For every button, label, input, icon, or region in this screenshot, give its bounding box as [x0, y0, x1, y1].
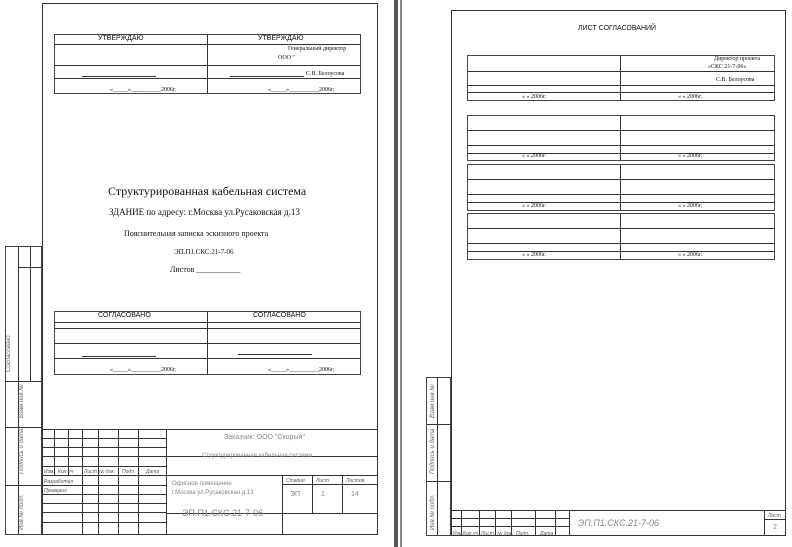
stamp-address-line-2: г.Москва ул.Русаковская д.13: [172, 490, 254, 496]
block3-date-2: « » 2006г.: [678, 203, 703, 209]
approval-date-1: «_____»__________2006г.: [110, 87, 177, 93]
right-stamp-col-date: Дата: [540, 531, 554, 537]
stamp-col-sign: Подп.: [122, 469, 136, 475]
approval-organization: ООО ": [278, 55, 295, 61]
agreed-signature-line-1: [82, 356, 156, 357]
stamp-doc-code: ЭП.П1.СКС.21-7-06: [182, 508, 264, 518]
stamp-sheets-header: Листов: [346, 478, 365, 484]
stamp-role-checker: Проверил: [44, 488, 67, 494]
stamp-col-count: Кол.уч: [58, 469, 73, 475]
left-document-sheet: [0, 0, 394, 547]
block2-date-2: « » 2006г.: [678, 153, 703, 159]
agreed-signature-line-2: [238, 354, 312, 355]
stamp-col-sheet: Лист: [84, 469, 97, 475]
block4-date-2: « » 2006г.: [678, 252, 703, 258]
approvals-block-2: [467, 115, 775, 161]
approval-position: Генеральный директор: [288, 46, 347, 52]
side-label-agreed: Согласовано: [6, 335, 12, 372]
agreed-col1-title: СОГЛАСОВАНО: [98, 312, 151, 319]
director-name: С.В. Белоусова: [716, 77, 755, 83]
director-position: Директор проекта: [714, 56, 760, 62]
stamp-title: Структурированная кабельная система: [202, 453, 313, 459]
stamp-col-change: Изм.: [44, 469, 55, 475]
approvals-block-3: [467, 164, 775, 211]
stamp-sheet-header: Лист: [316, 478, 329, 484]
block3-date-1: « » 2006г.: [522, 203, 547, 209]
stamp-col-docnum: № док.: [99, 469, 116, 475]
stamp-stage: ЭП: [290, 491, 301, 498]
side-label-original-inv: Инв.№ подл.: [19, 494, 25, 530]
side-label-replace-inv: Взам.инв.№: [19, 384, 25, 418]
right-stamp-col-sign: Подп.: [516, 531, 530, 537]
block4-date-1: « » 2006г.: [522, 252, 547, 258]
approval-col2-title: УТВЕРЖДАЮ: [258, 35, 304, 42]
right-side-label-original-inv: Инв.№ подл.: [430, 494, 436, 530]
approval-col1-title: УТВЕРЖДАЮ: [98, 35, 144, 42]
right-stamp-col-count: Кол.уч: [463, 531, 478, 537]
block1-date-2: « » 2006г.: [678, 94, 703, 100]
document-code: ЭП.П1.СКС.21-7-06: [174, 248, 234, 256]
approval-signature-line-2: [230, 76, 304, 77]
stamp-address-line-1: Офисное помещение: [172, 481, 232, 487]
sheets-count-label: Листов ___________: [170, 265, 241, 274]
note-title: Пояснительная записка эскизного проекта: [124, 229, 269, 238]
agreed-date-2: «_____»__________2006г.: [268, 367, 335, 373]
approval-date-2: «_____»__________2006г.: [268, 87, 335, 93]
approval-table: [54, 34, 361, 94]
stamp-customer: Заказчик: ООО "Скорый": [224, 434, 305, 441]
right-stamp-col-sheet: Лист: [481, 531, 494, 537]
agreed-col2-title: СОГЛАСОВАНО: [253, 312, 306, 319]
building-address: ЗДАНИЕ по адресу: г.Москва ул.Русаковская д.13: [109, 207, 300, 217]
stamp-stage-header: Стадия: [286, 478, 305, 484]
stamp-col-date: Дата: [146, 469, 160, 475]
approval-signature-line-1: [82, 76, 156, 77]
block1-date-1: « » 2006г.: [522, 94, 547, 100]
director-project: «СКС 21-7-06»: [708, 64, 747, 70]
agreed-date-1: «_____»__________2006г.: [110, 367, 177, 373]
approval-signatory: С.В. Белоусова: [306, 71, 345, 77]
right-stamp-col-change: Изм.: [453, 531, 464, 537]
approvals-sheet-title: ЛИСТ СОГЛАСОВАНИЙ: [578, 25, 657, 32]
right-side-label-replace-inv: Взам.инв.№: [430, 384, 436, 418]
sheet-divider-left: [394, 0, 398, 547]
block2-date-1: « » 2006г.: [522, 153, 547, 159]
stamp-sheet-number: 1: [321, 491, 325, 498]
right-document-sheet: [402, 0, 792, 547]
right-stamp-col-docnum: № док.: [497, 531, 514, 537]
right-stamp-page-number: 2: [773, 524, 777, 531]
approvals-block-4: [467, 213, 775, 260]
stamp-role-developer: Разработал: [44, 479, 74, 485]
right-stamp-doc-code: ЭП.П1.СКС.21-7-06: [578, 518, 660, 528]
document-main-title: Структурированная кабельная система: [108, 184, 307, 198]
side-label-signature-date: Подпись и дата: [19, 428, 25, 474]
right-stamp-page-label: Лист: [768, 513, 781, 519]
stamp-sheets-total: 14: [351, 491, 359, 498]
right-side-label-signature-date: Подпись и дата: [430, 428, 436, 474]
